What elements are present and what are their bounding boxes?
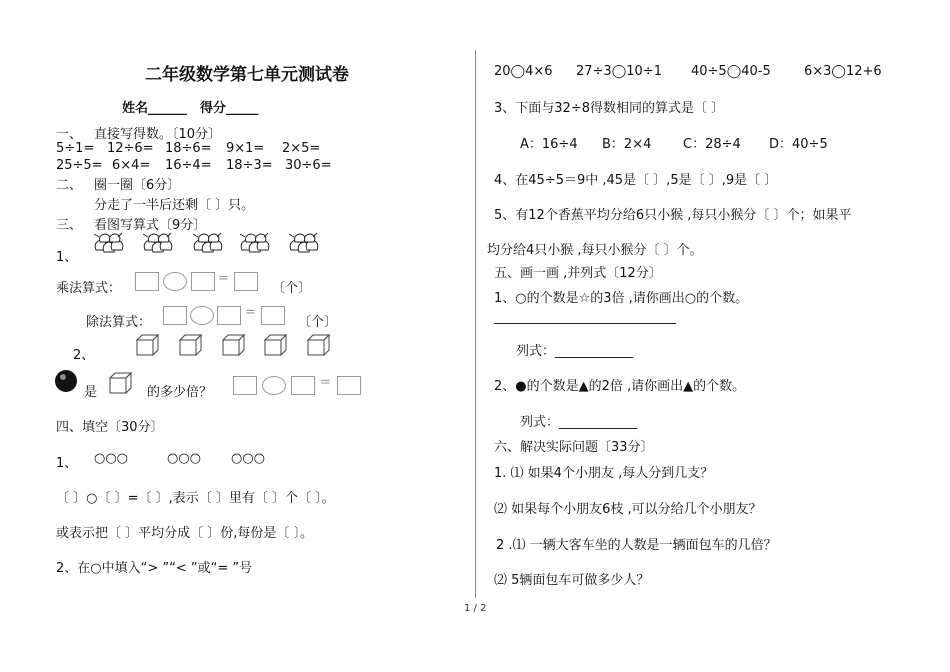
- cube-icon: [307, 334, 331, 356]
- answer-box[interactable]: [337, 376, 361, 395]
- column-divider: [475, 50, 476, 598]
- peach-cluster-icon: [238, 230, 274, 258]
- answer-box[interactable]: [234, 272, 258, 291]
- calc-item: 25÷5=: [56, 158, 103, 173]
- option-a[interactable]: A：16÷4: [520, 137, 578, 152]
- f2-instruction: 2、在○中填入“> ”“< ”或“= ”号: [56, 561, 253, 576]
- question-5-line1: 5、有12个香蕉平均分给6只小猴 ,每只小猴分〔 〕个；如果平: [494, 208, 852, 223]
- compare-item: 20◯4×6: [494, 64, 553, 79]
- unit-label: 〔个〕: [272, 281, 312, 296]
- fill-line: 或表示把〔 〕平均分成〔 〕份,每份是〔 〕。: [56, 526, 314, 541]
- section2-title: 圈一圈〔6分〕: [94, 178, 181, 193]
- cube-icon: [179, 334, 203, 356]
- q1-label: 1、: [56, 250, 78, 265]
- calc-item: 2×5=: [282, 141, 321, 156]
- q2-label: 2、: [73, 348, 95, 363]
- option-c[interactable]: C：28÷4: [683, 137, 741, 152]
- calc-item: 18÷6=: [165, 141, 212, 156]
- answer-box[interactable]: [163, 306, 187, 325]
- circle-group: ○○○: [94, 451, 129, 466]
- page-number: 1 / 2: [464, 603, 487, 614]
- section5-title: 五、画一画 ,并列式〔12分〕: [494, 266, 662, 281]
- answer-box[interactable]: [233, 376, 257, 395]
- answer-box[interactable]: [135, 272, 159, 291]
- section4-title: 四、填空〔30分〕: [56, 420, 164, 435]
- cube-icon: [136, 334, 160, 356]
- compare-item: 27÷3◯10÷1: [576, 64, 662, 79]
- compare-item: 40÷5◯40-5: [691, 64, 771, 79]
- section2-number: 二、: [56, 178, 83, 193]
- section6-q1b: ⑵ 如果每个小朋友6枝 ,可以分给几个小朋友？: [494, 502, 762, 517]
- cube-icon: [222, 334, 246, 356]
- section5-q1: 1、○的个数是☆的3倍 ,请你画出○的个数。: [494, 291, 749, 306]
- section6-q1a: 1. ⑴ 如果4个小朋友 ,每人分到几支？: [494, 466, 714, 481]
- answer-box[interactable]: [261, 306, 285, 325]
- name-field[interactable]: 姓名______: [122, 101, 188, 116]
- calc-item: 9×1=: [226, 141, 265, 156]
- peach-cluster-icon: [191, 230, 227, 258]
- cube-icon: [264, 334, 288, 356]
- section6-title: 六、解决实际问题〔33分〕: [494, 440, 654, 455]
- option-d[interactable]: D：40÷5: [769, 137, 828, 152]
- circle-group: ○○○: [231, 451, 266, 466]
- times-question: 的多少倍？: [147, 385, 213, 400]
- section2-text: 分走了一半后还剩〔 〕只。: [94, 198, 255, 213]
- peach-cluster-icon: [141, 230, 177, 258]
- calc-item: 5÷1=: [56, 141, 95, 156]
- formula-field[interactable]: 列式：____________: [516, 344, 634, 359]
- page-title: 二年级数学第七单元测试卷: [145, 65, 349, 85]
- answer-box[interactable]: [291, 376, 315, 395]
- score-field[interactable]: 得分_____: [200, 101, 259, 116]
- calc-item: 6×4=: [112, 158, 151, 173]
- calc-item: 12÷6=: [107, 141, 154, 156]
- question-3: 3、下面与32÷8得数相同的算式是〔 〕: [494, 101, 725, 116]
- calc-item: 16÷4=: [165, 158, 212, 173]
- cube-icon: [109, 372, 133, 394]
- calc-item: 18÷3=: [226, 158, 273, 173]
- mult-label: 乘法算式：: [56, 281, 122, 296]
- black-ball-icon: [54, 369, 78, 393]
- peach-cluster-icon: [287, 230, 323, 258]
- section1-number: 一、: [56, 127, 83, 142]
- compare-item: 6×3◯12+6: [804, 64, 882, 79]
- operator-oval[interactable]: [262, 376, 286, 395]
- fill-line: 〔 〕○〔 〕=〔 〕,表示〔 〕里有〔 〕个〔 〕。: [56, 491, 335, 506]
- section6-q2a: 2 .⑴ 一辆大客车坐的人数是一辆面包车的几倍？: [496, 538, 777, 553]
- drawing-line[interactable]: ____________________________: [494, 310, 676, 325]
- calc-item: 30÷6=: [285, 158, 332, 173]
- operator-oval[interactable]: [190, 306, 214, 325]
- peach-cluster-icon: [92, 230, 128, 258]
- question-4: 4、在45÷5＝9中 ,45是〔 〕,5是〔 〕,9是〔 〕: [494, 173, 778, 188]
- section3-number: 三、: [56, 218, 83, 233]
- circle-group: ○○○: [167, 451, 202, 466]
- section5-q2: 2、●的个数是▲的2倍 ,请你画出▲的个数。: [494, 379, 746, 394]
- equals-sign: =: [245, 305, 256, 320]
- section3-title: 看图写算式〔9分〕: [94, 218, 207, 233]
- is-text: 是: [84, 385, 98, 400]
- equals-sign: =: [218, 271, 229, 286]
- formula-field[interactable]: 列式：____________: [520, 415, 638, 430]
- operator-oval[interactable]: [163, 272, 187, 291]
- equals-sign: =: [320, 375, 331, 390]
- answer-box[interactable]: [191, 272, 215, 291]
- unit-label: 〔个〕: [298, 315, 338, 330]
- section1-title: 直接写得数。〔10分〕: [94, 127, 222, 142]
- question-5-line2: 均分给4只小猴 ,每只小猴分〔 〕个。: [487, 243, 703, 258]
- div-label: 除法算式：: [86, 315, 152, 330]
- option-b[interactable]: B：2×4: [602, 137, 652, 152]
- section6-q2b: ⑵ 5辆面包车可做多少人？: [494, 573, 650, 588]
- f1-label: 1、: [56, 456, 78, 471]
- answer-box[interactable]: [217, 306, 241, 325]
